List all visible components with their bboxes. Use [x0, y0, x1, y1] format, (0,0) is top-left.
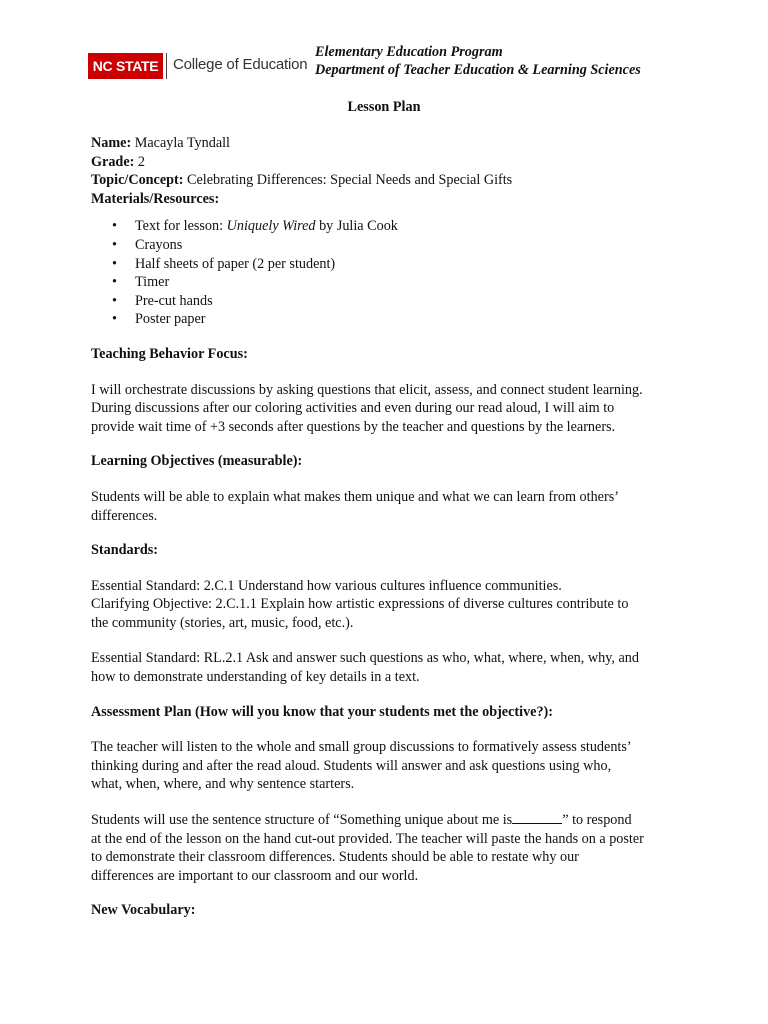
- bullet: •: [112, 292, 117, 309]
- list-item: [91, 236, 691, 255]
- book-title: Uniquely Wired: [226, 218, 316, 235]
- list-item: [91, 255, 691, 274]
- paragraph-line: provide wait time of +3 seconds after questions by the teacher and questions by the learners.: [91, 418, 616, 435]
- paragraph-line: the community (stories, art, music, food, etc.).: [91, 614, 354, 631]
- paragraph-line: During discussions after our coloring activities and even during our read aloud, I will aim to: [91, 400, 615, 417]
- topic-label: Topic/Concept:: [91, 172, 184, 189]
- materials-label: Materials/Resources:: [91, 190, 220, 207]
- material-text: Half sheets of paper (2 per student): [135, 255, 336, 272]
- fill-in-blank: [512, 811, 562, 824]
- paragraph-line: Students will be able to explain what makes them unique and what we can learn from others’: [91, 488, 619, 505]
- grade-value: 2: [137, 153, 145, 170]
- program-name: Elementary Education Program: [315, 44, 503, 60]
- paragraph-line: Essential Standard: 2.C.1 Understand how various cultures influence communities.: [91, 577, 562, 594]
- list-item: [91, 273, 691, 292]
- college-name: College of Education: [173, 56, 308, 73]
- paragraph-line: I will orchestrate discussions by asking questions that elicit, assess, and connect student learning.: [91, 381, 643, 398]
- bullet: •: [112, 311, 117, 328]
- standards-heading: Standards:: [91, 542, 159, 559]
- sentence-starter-after: ” to respond: [562, 812, 632, 829]
- paragraph-line: what, when, where, and why sentence starters.: [91, 776, 355, 793]
- assessment-heading: Assessment Plan (How will you know that your students met the objective?):: [91, 703, 554, 720]
- list-item: [91, 310, 691, 329]
- materials-list: [91, 217, 691, 329]
- material-text-prefix: Text for lesson:: [135, 218, 227, 235]
- paragraph-line: at the end of the lesson on the hand cut-out provided. The teacher will paste the hands on a poster: [91, 830, 644, 847]
- list-item: [91, 292, 691, 311]
- paragraph-line: to demonstrate their classroom differences. Students should be able to restate why our: [91, 849, 579, 866]
- grade-row: [91, 153, 691, 172]
- material-text: Poster paper: [135, 311, 206, 328]
- topic-value: Celebrating Differences: Special Needs and Special Gifts: [187, 172, 513, 189]
- grade-label: Grade:: [91, 153, 135, 170]
- program-info: [315, 44, 695, 79]
- name-label: Name:: [91, 135, 132, 151]
- logo-divider: [166, 53, 167, 79]
- material-text: Pre-cut hands: [135, 292, 213, 309]
- paragraph-line: The teacher will listen to the whole and small group discussions to formatively assess students’: [91, 739, 632, 756]
- document-header: [88, 44, 688, 84]
- sentence-starter-before: Students will use the sentence structure of “Something unique about me is: [91, 812, 513, 829]
- material-text-suffix: by Julia Cook: [315, 218, 398, 235]
- nc-state-logo: NC STATE: [88, 53, 163, 79]
- paragraph-line: Essential Standard: RL.2.1 Ask and answer such questions as who, what, where, when, why, and: [91, 650, 639, 667]
- bullet: •: [112, 255, 117, 272]
- page-title: Lesson Plan: [347, 99, 421, 115]
- paragraph-line: thinking during and after the read aloud. Students will answer and ask questions using who,: [91, 757, 612, 774]
- bullet: •: [112, 218, 117, 235]
- list-item: [91, 217, 691, 236]
- department-name: Department of Teacher Education & Learning Sciences: [315, 61, 641, 78]
- material-text: Crayons: [135, 236, 183, 253]
- lesson-plan-body: [91, 134, 691, 920]
- topic-row: [91, 171, 691, 190]
- new-vocabulary-heading: New Vocabulary:: [91, 902, 196, 919]
- paragraph-line: differences are important to our classroom and our world.: [91, 867, 419, 884]
- name-row: [91, 134, 691, 153]
- paragraph-line: how to demonstrate understanding of key details in a text.: [91, 669, 420, 686]
- bullet: •: [112, 236, 117, 253]
- paragraph-line: Clarifying Objective: 2.C.1.1 Explain how artistic expressions of diverse cultures contribute to: [91, 596, 629, 613]
- material-text: Timer: [135, 274, 170, 291]
- bullet: •: [112, 274, 117, 291]
- teaching-behavior-heading: Teaching Behavior Focus:: [91, 345, 248, 362]
- paragraph-line: differences.: [91, 507, 158, 524]
- learning-objectives-heading: Learning Objectives (measurable):: [91, 453, 303, 470]
- paragraph-line: [91, 811, 691, 830]
- name-value: Macayla Tyndall: [134, 135, 231, 151]
